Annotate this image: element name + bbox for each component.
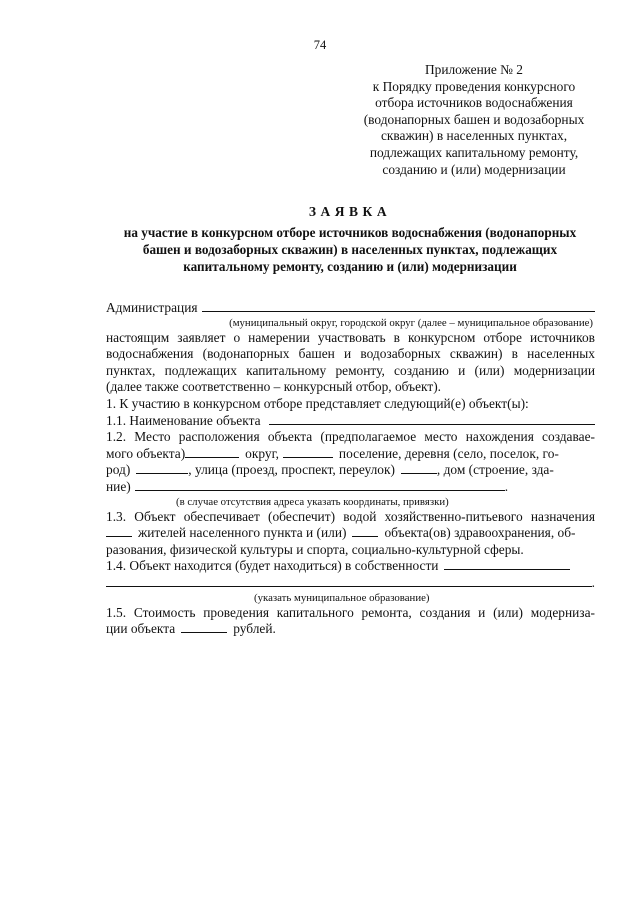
cost-text: ции объекта <box>106 621 176 637</box>
location-caption: (в случае отсутствия адреса указать координаты, привязки) <box>176 495 449 508</box>
appendix-line: скважин) в населенных пунктах, <box>380 128 568 144</box>
location-line: 1.2. Место расположения объекта (предполагаемое место нахождения создавае- <box>106 429 595 445</box>
paragraph-1: 1. К участию в конкурсном отборе представляет следующий(е) объект(ы): <box>106 395 529 411</box>
admin-caption: (муниципальный округ, городской округ (далее – муниципальное образование) <box>229 316 593 329</box>
appendix-header <box>356 62 592 178</box>
object-name-label: 1.1. Наименование объекта <box>106 412 261 428</box>
location-text: . <box>504 478 509 494</box>
municipality-blank[interactable] <box>106 575 592 587</box>
admin-label: Администрация <box>106 300 198 315</box>
title-word: ЗАЯВКА <box>308 204 392 219</box>
location-text: округ, <box>245 445 279 461</box>
supply-line: 1.3. Объект обеспечивает (обеспечит) водой хозяйственно-питьевого назначения <box>106 508 595 524</box>
appendix-line: (водонапорных башен и водозаборных <box>363 111 585 127</box>
location-text: ние) <box>106 478 131 494</box>
appendix-line: к Порядку проведения конкурсного <box>372 78 576 94</box>
document-title <box>100 204 600 275</box>
ownership-caption: (указать муниципальное образование) <box>254 591 430 604</box>
supply-row-2 <box>106 525 595 542</box>
title-subtitle <box>100 224 600 275</box>
ownership-row <box>106 558 595 575</box>
location-text: мого объекта) <box>106 445 186 461</box>
facilities-blank[interactable] <box>352 525 378 537</box>
location-text: , дом (строение, зда- <box>436 462 554 478</box>
page-number: 74 <box>313 38 327 52</box>
supply-text: жителей населенного пункта и (или) <box>138 525 347 541</box>
location-text: род) <box>106 462 131 478</box>
title-line: на участие в конкурсном отборе источников водоснабжения (водонапорных <box>123 225 577 240</box>
cost-row-2 <box>106 621 595 638</box>
street-blank[interactable] <box>401 462 437 474</box>
location-row-2 <box>106 446 595 463</box>
location-row-3 <box>106 462 595 479</box>
residents-blank[interactable] <box>106 525 132 537</box>
title-line: башен и водозаборных скважин) в населенных пунктах, подлежащих <box>142 242 558 257</box>
admin-blank[interactable] <box>202 300 595 312</box>
form-body <box>106 300 595 638</box>
ownership-row-2 <box>106 575 595 592</box>
location-text: , улица (проезд, проспект, переулок) <box>188 462 395 478</box>
appendix-line: подлежащих капитальному ремонту, <box>369 144 579 160</box>
location-row-4 <box>106 479 595 496</box>
ownership-text: . <box>591 574 595 590</box>
intro-line: водоснабжения (водонапорных башен и водозаборных скважин) в населенных <box>106 346 595 362</box>
object-name-blank[interactable] <box>269 413 595 425</box>
intro-line: пунктах, подлежащих капитальному ремонту, созданию и (или) модернизации <box>106 362 595 378</box>
appendix-line: Приложение № 2 <box>424 62 524 77</box>
location-text: поселение, деревня (село, поселок, го- <box>338 445 559 461</box>
building-blank[interactable] <box>135 479 505 491</box>
intro-line: настоящим заявляет о намерении участвовать в конкурсном отборе источников <box>106 329 595 345</box>
cost-line: 1.5. Стоимость проведения капитального ремонта, создания и (или) модерниза- <box>106 604 595 620</box>
admin-row <box>106 300 595 317</box>
cost-text: рублей. <box>233 621 276 637</box>
cost-blank[interactable] <box>181 621 227 633</box>
supply-text: объекта(ов) здравоохранения, об- <box>384 525 576 541</box>
appendix-line: созданию и (или) модернизации <box>382 161 566 177</box>
settlement-blank[interactable] <box>283 446 333 458</box>
supply-line: разования, физической культуры и спорта, социально-культурной сферы. <box>106 541 524 557</box>
appendix-line: отбора источников водоснабжения <box>375 95 573 111</box>
ownership-blank[interactable] <box>444 558 570 570</box>
intro-line: (далее также соответственно – конкурсный отбор, объект). <box>106 379 442 395</box>
district-blank[interactable] <box>185 446 239 458</box>
ownership-label: 1.4. Объект находится (будет находиться) в собственности <box>106 558 439 574</box>
object-name-row <box>106 413 595 430</box>
city-blank[interactable] <box>136 462 188 474</box>
title-line: капитальному ремонту, созданию и (или) модернизации <box>183 259 517 274</box>
